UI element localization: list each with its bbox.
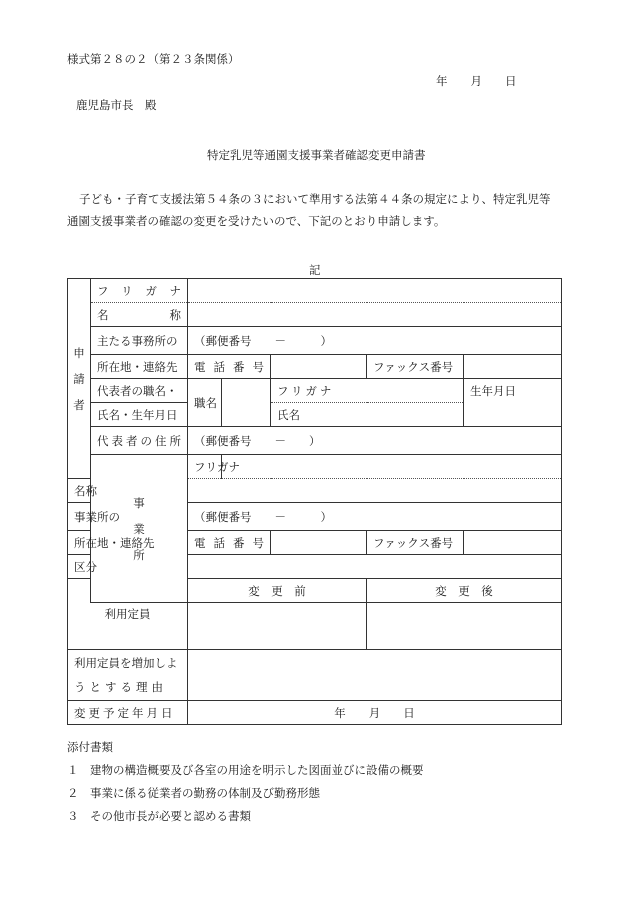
applicant-furigana-label: フ リ ガ ナ bbox=[91, 279, 188, 303]
body-text-line-2: 通園支援事業者の確認の変更を受けたいので、下記のとおり申請します。 bbox=[67, 214, 446, 228]
business-fax-field[interactable] bbox=[464, 531, 562, 555]
applicant-rep-label-2: 氏名・生年月日 bbox=[91, 403, 188, 427]
applicant-office-label-1: 主たる事務所の bbox=[91, 327, 188, 355]
applicant-rep-label-1: 代表者の職名・ bbox=[91, 379, 188, 403]
business-division-field[interactable] bbox=[188, 555, 562, 579]
applicant-rep-furigana[interactable]: フリガナ bbox=[271, 379, 464, 403]
business-phone-field[interactable] bbox=[271, 531, 367, 555]
business-postal-field[interactable]: （郵便番号 － ） bbox=[188, 503, 562, 531]
body-text-line-1: 子ども・子育て支援法第５４条の３において準用する法第４４条の規定により、特定乳児等 bbox=[79, 192, 551, 206]
applicant-fax-label: ファックス番号 bbox=[367, 355, 464, 379]
applicant-postal-field[interactable]: （郵便番号 － ） bbox=[188, 327, 562, 355]
business-office-label-2: 所在地・連絡先 bbox=[68, 531, 91, 555]
business-furigana-label: フ リ ガ ナ bbox=[188, 455, 222, 479]
capacity-reason-label: 利用定員を増加しよ うとする理由 bbox=[68, 650, 188, 701]
attachment-item-3: ３ その他市長が必要と認める書類 bbox=[67, 809, 251, 823]
application-form-table bbox=[67, 278, 562, 725]
applicant-rep-name[interactable]: 氏名 bbox=[271, 403, 464, 427]
applicant-birthdate[interactable]: 生年月日 bbox=[464, 379, 562, 427]
ki-label: 記 bbox=[309, 263, 321, 277]
applicant-section-label: 申 請 者 bbox=[68, 279, 91, 479]
applicant-office-label-2: 所在地・連絡先 bbox=[91, 355, 188, 379]
attachments-heading: 添付書類 bbox=[67, 740, 113, 754]
applicant-phone-label: 電 話 番 号 bbox=[188, 355, 271, 379]
planned-date-field[interactable]: 年 月 日 bbox=[188, 701, 562, 725]
capacity-label: 利用定員 bbox=[68, 579, 188, 650]
capacity-after-field[interactable] bbox=[367, 603, 562, 650]
document-title: 特定乳児等通園支援事業者確認変更申請書 bbox=[207, 148, 426, 162]
applicant-title-field[interactable] bbox=[222, 379, 271, 427]
capacity-reason-field[interactable] bbox=[188, 650, 562, 701]
date-line: 年 月 日 bbox=[436, 74, 517, 88]
applicant-furigana-field[interactable] bbox=[188, 279, 562, 303]
business-phone-label: 電 話 番 号 bbox=[188, 531, 271, 555]
business-furigana-field[interactable] bbox=[222, 455, 562, 479]
applicant-rep-postal-field[interactable]: （郵便番号 － ） bbox=[188, 427, 562, 455]
addressee: 鹿児島市長 殿 bbox=[76, 98, 157, 112]
business-division-label: 区 分 bbox=[68, 555, 91, 579]
applicant-phone-field[interactable] bbox=[271, 355, 367, 379]
attachment-item-2: ２ 事業に係る従業者の勤務の体制及び勤務形態 bbox=[67, 786, 320, 800]
applicant-rep-address-label: 代表者の住所 bbox=[91, 427, 188, 455]
applicant-name-label: 名 称 bbox=[91, 303, 188, 327]
applicant-title-label: 職名 bbox=[188, 379, 222, 427]
capacity-before-label: 変 更 前 bbox=[188, 579, 367, 603]
form-number: 様式第２８の２（第２３条関係） bbox=[67, 52, 240, 66]
attachment-item-1: １ 建物の構造概要及び各室の用途を明示した図面並びに設備の概要 bbox=[67, 763, 424, 777]
business-office-label-1: 事 業 所 の bbox=[68, 503, 91, 531]
business-name-label: 名 称 bbox=[68, 479, 91, 503]
applicant-name-field[interactable] bbox=[188, 303, 562, 327]
applicant-fax-field[interactable] bbox=[464, 355, 562, 379]
planned-date-label: 変更予定年月日 bbox=[68, 701, 188, 725]
business-section-label: 事 業 所 bbox=[91, 455, 188, 603]
capacity-before-field[interactable] bbox=[188, 603, 367, 650]
business-name-field[interactable] bbox=[188, 479, 562, 503]
business-fax-label: ファックス番号 bbox=[367, 531, 464, 555]
capacity-after-label: 変 更 後 bbox=[367, 579, 562, 603]
